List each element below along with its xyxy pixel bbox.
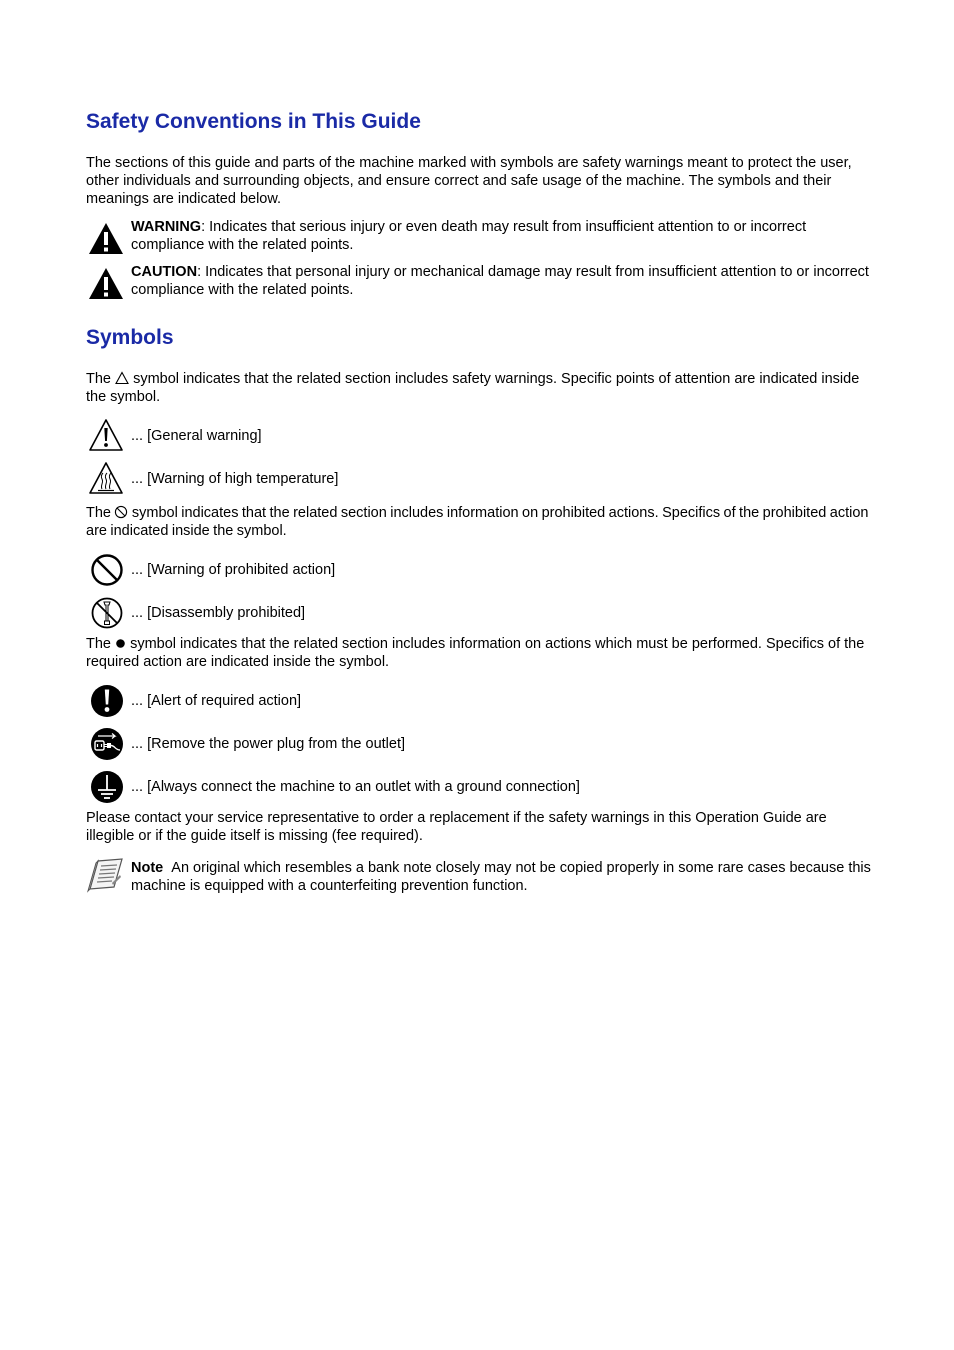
section-title-safety-conventions: Safety Conventions in This Guide bbox=[86, 110, 421, 133]
disassembly-prohibited-label: ... [Disassembly prohibited] bbox=[131, 605, 306, 621]
caution-text: : Indicates that personal injury or mechanical damage may result from insufficient attention to or incorrect compliance with the related points. bbox=[131, 264, 869, 298]
caution-icon bbox=[88, 266, 124, 302]
required-action-icon bbox=[89, 683, 125, 719]
ground-connection-label: ... [Always connect the machine to an outlet with a ground connection] bbox=[131, 779, 580, 795]
ground-connection-icon bbox=[89, 769, 125, 805]
prohibit-symbol-icon bbox=[114, 505, 128, 519]
prohibited-action-label: ... [Warning of prohibited action] bbox=[131, 562, 336, 578]
high-temperature-label: ... [Warning of high temperature] bbox=[131, 471, 339, 487]
caution-description bbox=[131, 263, 871, 299]
section-title-symbols: Symbols bbox=[86, 326, 174, 349]
high-temperature-icon bbox=[88, 461, 124, 497]
warning-description bbox=[131, 218, 871, 254]
note-icon bbox=[86, 855, 124, 893]
warning-text: : Indicates that serious injury or even death may result from insufficient attention to or incorrect compliance with the related points. bbox=[131, 219, 807, 253]
warning-term: WARNING bbox=[131, 219, 202, 235]
prohibited-action-icon bbox=[89, 552, 125, 588]
general-warning-label: ... [General warning] bbox=[131, 428, 262, 444]
warning-icon bbox=[88, 221, 124, 257]
contact-paragraph: Please contact your service representative to order a replacement if the safety warnings in this Operation Guide are illegible or if the guide itself is missing (fee required). bbox=[86, 810, 827, 844]
note-text-block bbox=[131, 859, 871, 895]
general-warning-icon bbox=[88, 418, 124, 454]
remove-plug-icon bbox=[89, 726, 125, 762]
disassembly-prohibited-icon bbox=[89, 595, 125, 631]
prohibit-symbol-paragraph: The symbol indicates that the related section includes information on prohibited actions. Specifics of the prohibited action are indicated inside the symbol. bbox=[86, 505, 869, 539]
caution-term: CAUTION bbox=[131, 264, 198, 280]
required-action-label: ... [Alert of required action] bbox=[131, 693, 302, 709]
note-text: An original which resembles a bank note closely may not be copied properly in some rare cases because this machine is equipped with a counterfeiting prevention function. bbox=[131, 860, 871, 894]
triangle-symbol-paragraph: The symbol indicates that the related section includes safety warnings. Specific points of attention are indicated inside the symbol. bbox=[86, 371, 860, 405]
triangle-symbol-icon bbox=[115, 371, 129, 385]
remove-plug-label: ... [Remove the power plug from the outlet] bbox=[131, 736, 406, 752]
required-symbol-icon bbox=[115, 636, 126, 650]
intro-paragraph: The sections of this guide and parts of the machine marked with symbols are safety warnings meant to protect the user, other individuals and surrounding objects, and ensure correct and safe usage of the machine. The symbols and their meanings are indicated below. bbox=[86, 155, 852, 207]
required-symbol-paragraph: The symbol indicates that the related section includes information on actions which must be performed. Specifics of the required action are indicated inside the symbol. bbox=[86, 636, 865, 670]
note-term: Note bbox=[131, 860, 164, 876]
